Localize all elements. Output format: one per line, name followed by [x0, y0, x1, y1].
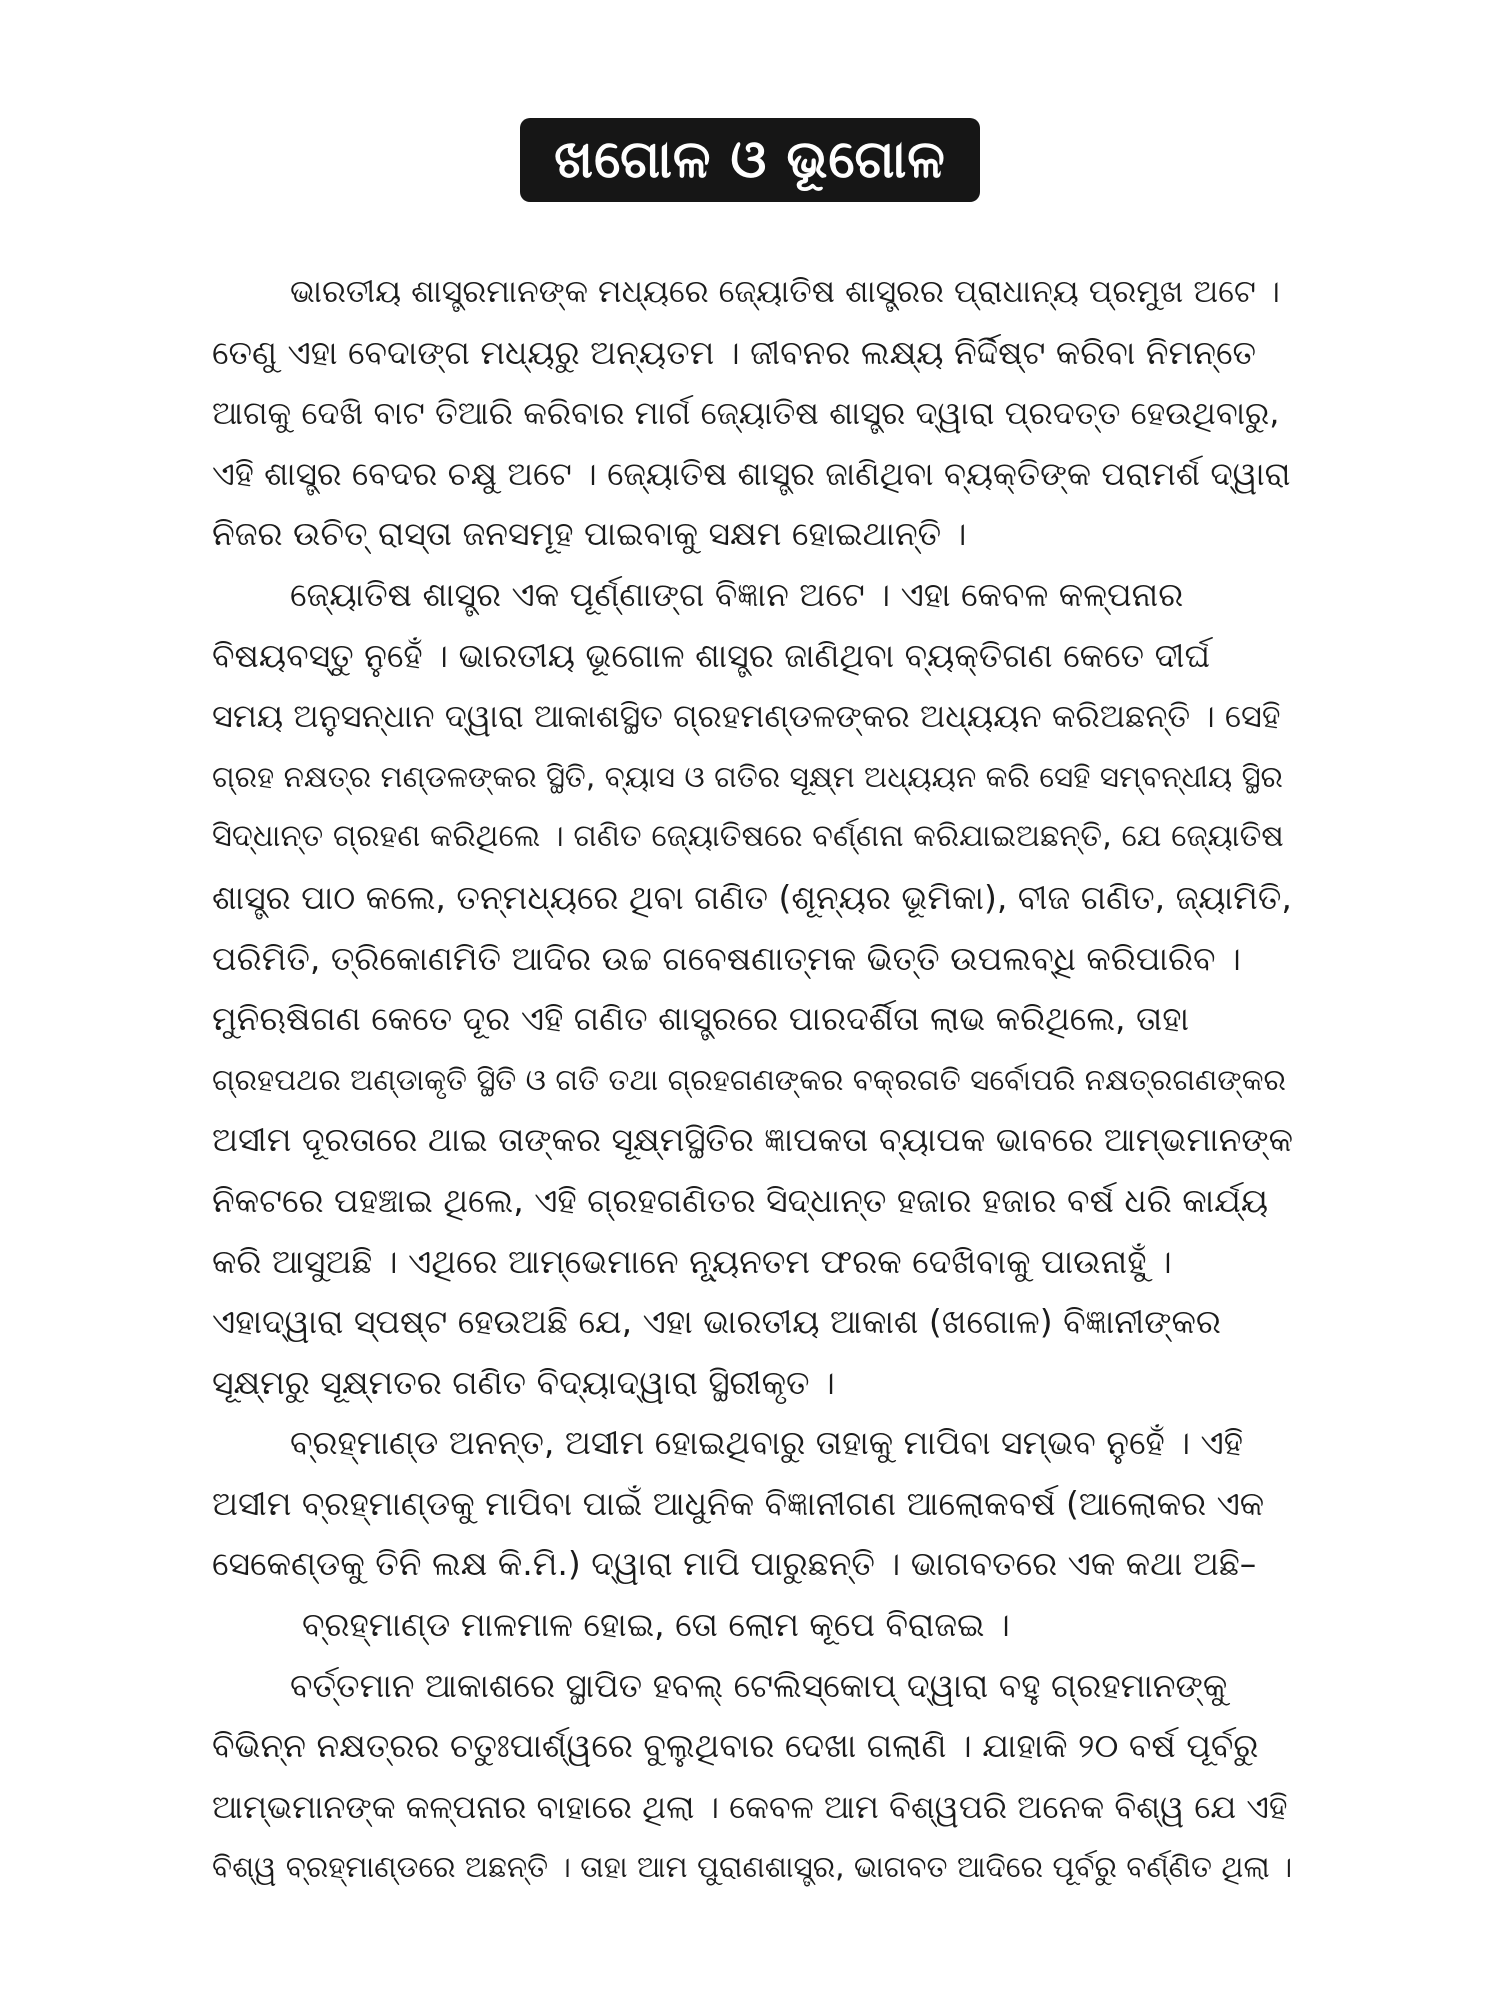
- text-line: ଅସୀମ ଦୂରତାରେ ଥାଇ ତାଙ୍କର ସୂକ୍ଷ୍ମସ୍ଥିତିର ଜ୍ଞାପକତା ବ୍ୟାପକ ଭାବରେ ଆମ୍ଭମାନଙ୍କ: [212, 1120, 1294, 1160]
- text-line: ଜ୍ୟୋତିଷ ଶାସ୍ତ୍ର ଏକ ପୂର୍ଣ୍ଣାଙ୍ଗ ବିଜ୍ଞାନ ଅଟେ । ଏହା କେବଳ କଳ୍ପନାର: [290, 574, 1184, 614]
- text-line: ବିଶ୍ୱ ବ୍ରହ୍ମାଣ୍ଡରେ ଅଛନ୍ତି । ତାହା ଆମ ପୁରାଣଶାସ୍ତ୍ର, ଭାଗବତ ଆଦିରେ ପୂର୍ବରୁ ବର୍ଣ୍ଣିତ ଥିଲା ।: [212, 1850, 1293, 1885]
- text-line: ଗ୍ରହପଥର ଅଣ୍ଡାକୃତି ସ୍ଥିତି ଓ ଗତି ତଥା ଗ୍ରହଗଣଙ୍କର ବକ୍ରଗତି ସର୍ବୋପରି ନକ୍ଷତ୍ରଗଣଙ୍କର: [212, 1062, 1286, 1097]
- text-line: ବିଷୟବସ୍ତୁ ନୁହେଁ । ଭାରତୀୟ ଭୂଗୋଳ ଶାସ୍ତ୍ର ଜାଣିଥିବା ବ୍ୟକ୍ତିଗଣ କେତେ ଦୀର୍ଘ: [212, 635, 1211, 675]
- text-line: ଗ୍ରହ ନକ୍ଷତ୍ର ମଣ୍ଡଳଙ୍କର ସ୍ଥିତି, ବ୍ୟାସ ଓ ଗତିର ସୂକ୍ଷ୍ମ ଅଧ୍ୟୟନ କରି ସେହି ସମ୍ବନ୍ଧୀୟ ସ୍ଥିର: [212, 759, 1283, 794]
- text-line: ଏହି ଶାସ୍ତ୍ର ବେଦର ଚକ୍ଷୁ ଅଟେ । ଜ୍ୟୋତିଷ ଶାସ୍ତ୍ର ଜାଣିଥିବା ବ୍ୟକ୍ତିଙ୍କ ପରାମର୍ଶ ଦ୍ୱାରା: [212, 454, 1291, 493]
- text-line: ସୂକ୍ଷ୍ମରୁ ସୂକ୍ଷ୍ମତର ଗଣିତ ବିଦ୍ୟାଦ୍ୱାରା ସ୍ଥିରୀକୃତ ।: [212, 1362, 835, 1402]
- page-title: ଖଗୋଳ ଓ ଭୂଗୋଳ: [520, 118, 980, 202]
- text-line: ଶାସ୍ତ୍ର ପାଠ କଲେ, ତନ୍ମଧ୍ୟରେ ଥିବା ଗଣିତ (ଶୂନ୍ୟର ଭୂମିକା), ବୀଜ ଗଣିତ, ଜ୍ୟାମିତି,: [212, 877, 1292, 917]
- text-line: ବ୍ରହ୍ମାଣ୍ଡ ଅନନ୍ତ, ଅସୀମ ହୋଇଥିବାରୁ ତାହାକୁ ମାପିବା ସମ୍ଭବ ନୁହେଁ । ଏହି: [290, 1423, 1243, 1463]
- text-line: ବିଭିନ୍ନ ନକ୍ଷତ୍ରର ଚତୁଃପାର୍ଶ୍ୱରେ ବୁଲୁଥିବାର ଦେଖା ଗଲାଣି । ଯାହାକି ୨୦ ବର୍ଷ ପୂର୍ବରୁ: [212, 1726, 1259, 1766]
- text-line: ନିଜର ଉଚିତ୍ ରାସ୍ତା ଜନସମୂହ ପାଇବାକୁ ସକ୍ଷମ ହୋଇଥାନ୍ତି ।: [212, 514, 967, 554]
- text-line: ତେଣୁ ଏହା ବେଦାଙ୍ଗ ମଧ୍ୟରୁ ଅନ୍ୟତମ । ଜୀବନର ଲକ୍ଷ୍ୟ ନିର୍ଦ୍ଦିଷ୍ଟ କରିବା ନିମନ୍ତେ: [212, 332, 1257, 372]
- text-line: ପରିମିତି, ତ୍ରିକୋଣମିତି ଆଦିର ଉଚ୍ଚ ଗବେଷଣାତ୍ମକ ଭିତ୍ତି ଉପଲବ୍ଧି କରିପାରିବ ।: [212, 938, 1241, 978]
- text-line: ବର୍ତ୍ତମାନ ଆକାଶରେ ସ୍ଥାପିତ ହବଲ୍ ଟେଲିସ୍କୋପ୍ ଦ୍ୱାରା ବହୁ ଗ୍ରହମାନଙ୍କୁ: [290, 1665, 1228, 1705]
- title-container: [0, 118, 1500, 202]
- text-line: ମୁନିଋଷିଗଣ କେତେ ଦୂର ଏହି ଗଣିତ ଶାସ୍ତ୍ରରେ ପାରଦର୍ଶିତା ଲାଭ କରିଥିଲେ, ତାହା: [212, 999, 1190, 1039]
- text-line: ଭାରତୀୟ ଶାସ୍ତ୍ରମାନଙ୍କ ମଧ୍ୟରେ ଜ୍ୟୋତିଷ ଶାସ୍ତ୍ରର ପ୍ରାଧାନ୍ୟ ପ୍ରମୁଖ ଅଟେ ।: [290, 274, 1280, 310]
- article-body: [212, 262, 1294, 1898]
- text-line: ସିଦ୍ଧାନ୍ତ ଗ୍ରହଣ କରିଥିଲେ । ଗଣିତ ଜ୍ୟୋତିଷରେ ବର୍ଣ୍ଣନା କରିଯାଇଅଛନ୍ତି, ଯେ ଜ୍ୟୋତିଷ: [212, 819, 1284, 855]
- text-line: ଆମ୍ଭମାନଙ୍କ କଳ୍ପନାର ବାହାରେ ଥିଲା । କେବଳ ଆମ ବିଶ୍ୱପରି ଅନେକ ବିଶ୍ୱ ଯେ ଏହି: [212, 1787, 1288, 1826]
- text-line: ସେକେଣ୍ଡକୁ ତିନି ଲକ୍ଷ କି.ମି.) ଦ୍ୱାରା ମାପି ପାରୁଛନ୍ତି । ଭାଗବତରେ ଏକ କଥା ଅଛି–: [212, 1544, 1257, 1584]
- text-line: ସମୟ ଅନୁସନ୍ଧାନ ଦ୍ୱାରା ଆକାଶସ୍ଥିତ ଗ୍ରହମଣ୍ଡଳଙ୍କର ଅଧ୍ୟୟନ କରିଅଛନ୍ତି । ସେହି: [212, 697, 1281, 736]
- text-line: ଏହାଦ୍ୱାରା ସ୍ପଷ୍ଟ ହେଉଅଛି ଯେ, ଏହା ଭାରତୀୟ ଆକାଶ (ଖଗୋଳ) ବିଜ୍ଞାନୀଙ୍କର: [212, 1302, 1221, 1342]
- text-line: କରି ଆସୁଅଛି । ଏଥିରେ ଆମ୍ଭେମାନେ ନ୍ୟୂନତମ ଫରକ ଦେଖିବାକୁ ପାଉନାହୁଁ ।: [212, 1241, 1172, 1281]
- text-line: ନିକଟରେ ପହଞ୍ଚାଇ ଥିଲେ, ଏହି ଗ୍ରହଗଣିତର ସିଦ୍ଧାନ୍ତ ହଜାର ହଜାର ବର୍ଷ ଧରି କାର୍ଯ୍ୟ: [212, 1180, 1269, 1220]
- text-line: ବ୍ରହ୍ମାଣ୍ଡ ମାଳମାଳ ହୋଇ, ତୋ ଲୋମ କୂପେ ବିରାଜଇ ।: [302, 1605, 1010, 1645]
- text-line: ଆଗକୁ ଦେଖି ବାଟ ତିଆରି କରିବାର ମାର୍ଗ ଜ୍ୟୋତିଷ ଶାସ୍ତ୍ର ଦ୍ୱାରା ପ୍ରଦତ୍ତ ହେଉଥିବାରୁ,: [212, 394, 1280, 433]
- text-line: ଅସୀମ ବ୍ରହ୍ମାଣ୍ଡକୁ ମାପିବା ପାଇଁ ଆଧୁନିକ ବିଜ୍ଞାନୀଗଣ ଆଲୋକବର୍ଷ (ଆଲୋକର ଏକ: [212, 1483, 1265, 1523]
